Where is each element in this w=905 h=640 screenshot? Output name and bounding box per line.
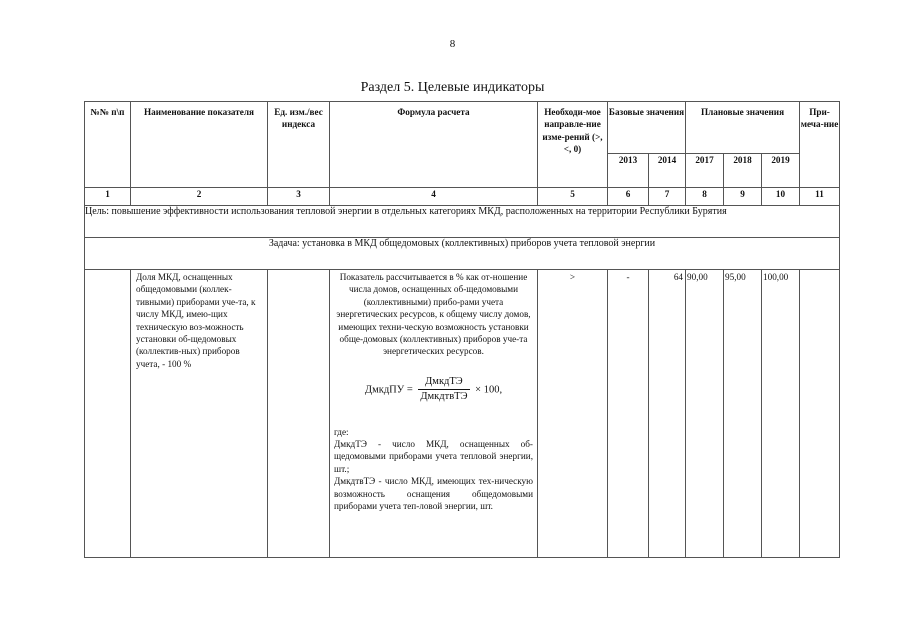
column-number: 3 <box>268 188 330 206</box>
formula-denominator: ДмкдтвТЭ <box>420 391 468 403</box>
formula-equation <box>334 376 533 404</box>
header-note: При-меча-ние <box>800 102 840 188</box>
header-year-2013: 2013 <box>608 154 649 188</box>
header-base-values: Базовые значения <box>608 102 686 154</box>
column-number: 11 <box>800 188 840 206</box>
indicator-value-2013: - <box>608 270 649 558</box>
section-title: Раздел 5. Целевые индикаторы <box>360 80 545 95</box>
header-num: №№ п\п <box>85 102 131 188</box>
indicator-formula-cell <box>330 270 538 558</box>
task-row <box>85 238 840 270</box>
indicator-value-2017: 90,00 <box>686 270 724 558</box>
header-year-2017: 2017 <box>686 154 724 188</box>
header-plan-values: Плановые значения <box>686 102 800 154</box>
column-number: 1 <box>85 188 131 206</box>
header-year-2019: 2019 <box>762 154 800 188</box>
column-number: 9 <box>724 188 762 206</box>
formula-rhs: × 100, <box>475 384 503 396</box>
column-number: 4 <box>330 188 538 206</box>
indicator-direction: > <box>538 270 608 558</box>
column-number: 10 <box>762 188 800 206</box>
header-formula: Формула расчета <box>330 102 538 188</box>
column-number: 6 <box>608 188 649 206</box>
formula-fraction <box>418 376 469 404</box>
indicator-value-2014: 64 <box>649 270 686 558</box>
formula-description: Показатель рассчитывается в % как от-ношение числа домов, оснащенных об-щедомовыми (коллективными) прибо-рами учета энергетических ресурсов, к общему числу домов, имеющих техни-ческую возможность установки обще-домовых (коллективных) приборов уче-та энергетических ресурсов. <box>336 272 531 357</box>
indicator-value-2018: 95,00 <box>724 270 762 558</box>
column-number-row <box>85 188 840 206</box>
formula-legend-1: ДмкдТЭ - число МКД, оснащенных об-щедомовыми приборами учета тепловой энергии, шт.; <box>334 439 533 474</box>
indicator-unit-cell <box>268 270 330 558</box>
header-year-2018: 2018 <box>724 154 762 188</box>
indicator-value-2019: 100,00 <box>762 270 800 558</box>
goal-row <box>85 206 840 238</box>
header-row <box>85 102 840 154</box>
header-name: Наименование показателя <box>131 102 268 188</box>
header-unit: Ед. изм./вес индекса <box>268 102 330 188</box>
indicators-table <box>84 101 840 558</box>
formula-legend-2: ДмкдтвТЭ - число МКД, имеющих тех-ническую возможность оснащения общедомовыми приборами учета теп-ловой энергии, шт. <box>334 476 533 512</box>
header-year-2014: 2014 <box>649 154 686 188</box>
column-number: 5 <box>538 188 608 206</box>
indicator-num-cell <box>85 270 131 558</box>
column-number: 7 <box>649 188 686 206</box>
formula-numerator: ДмкдТЭ <box>418 376 469 390</box>
column-number: 8 <box>686 188 724 206</box>
formula-where: где: <box>334 426 349 437</box>
page-number: 8 <box>449 38 456 50</box>
indicator-row <box>85 270 840 558</box>
formula-lhs: ДмкдПУ = <box>364 384 413 396</box>
column-number: 2 <box>131 188 268 206</box>
goal-text: Цель: повышение эффективности использования тепловой энергии в отдельных категориях МКД, расположенных на территории Республики Бурятия <box>85 206 840 238</box>
task-text: Задача: установка в МКД общедомовых (коллективных) приборов учета тепловой энергии <box>85 238 840 270</box>
header-direction: Необходи-мое направле-ние изме-рений (>, <, 0) <box>538 102 608 188</box>
indicator-name: Доля МКД, оснащенных общедомовыми (коллек-тивными) приборами уче-та, к числу МКД, имею-щих техническую воз-можность установки об-щедомовых (коллектив-ных) приборов учета, - 100 % <box>131 270 268 558</box>
indicator-note <box>800 270 840 558</box>
